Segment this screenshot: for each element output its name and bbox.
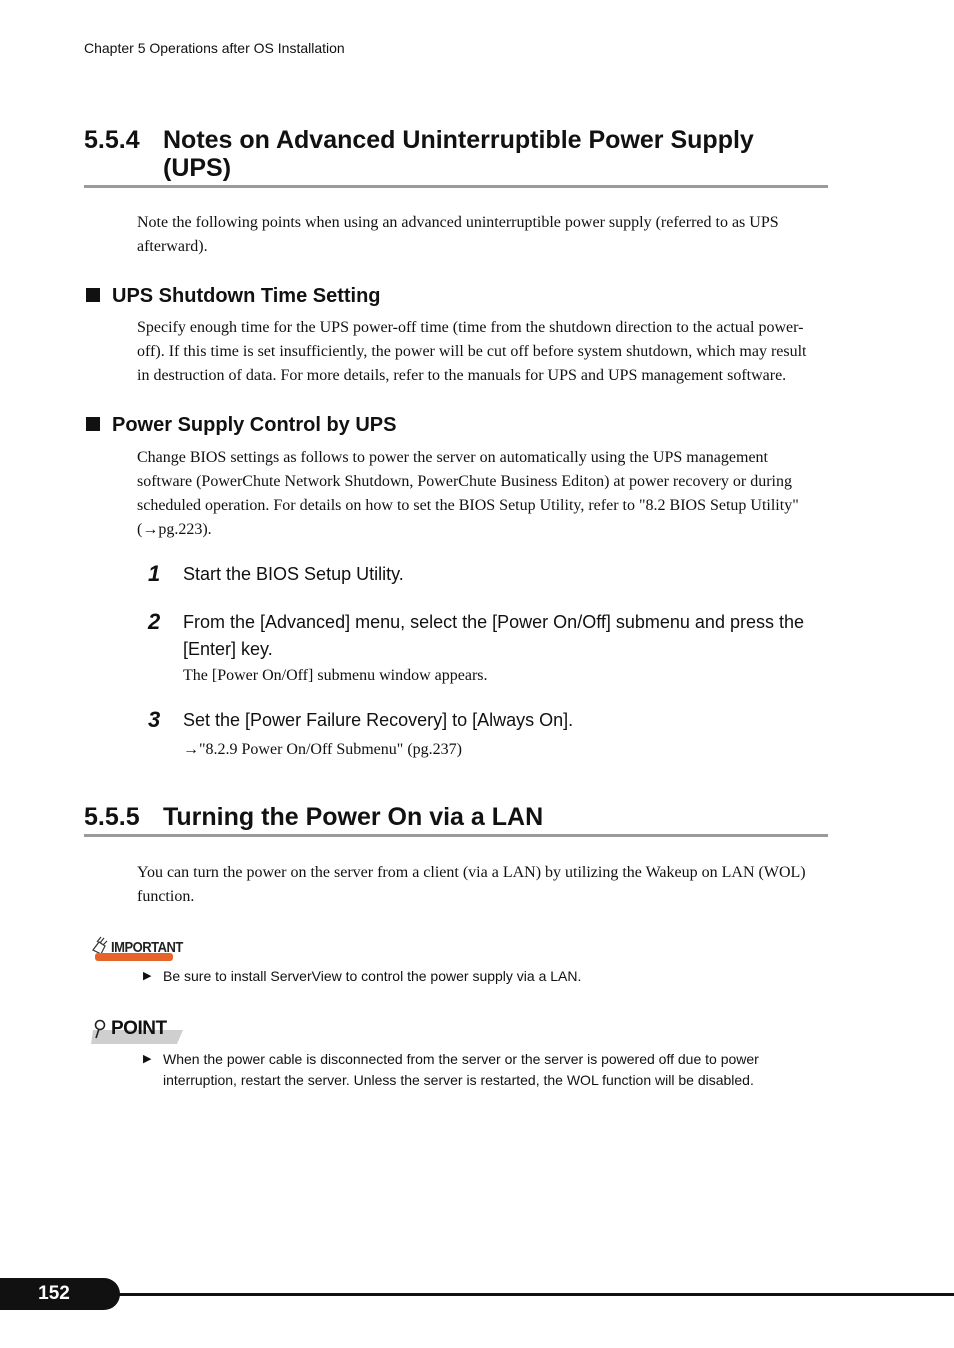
subsection-heading-ups-shutdown	[86, 284, 381, 308]
intro-line: afterward).	[137, 238, 208, 255]
section-rule	[84, 185, 828, 188]
subsection-heading-power-supply-control	[86, 413, 396, 437]
chapter-header: Chapter 5 Operations after OS Installation	[84, 40, 345, 56]
section-title-line1: Notes on Advanced Uninterruptible Power Supply	[163, 126, 754, 154]
section-rule	[84, 834, 828, 837]
step-text: Set the [Power Failure Recovery] to [Always On].	[183, 710, 574, 730]
section-intro	[137, 861, 829, 909]
footer-rule	[110, 1293, 954, 1296]
subsection-heading-text: UPS Shutdown Time Setting	[112, 285, 381, 307]
intro-line: Note the following points when using an advanced uninterruptible power supply (referred to as UPS	[137, 214, 779, 231]
body-line: Specify enough time for the UPS power-off time (time from the shutdown direction to the actual power-	[137, 319, 804, 336]
step-text-line: From the [Advanced] menu, select the [Power On/Off] submenu and press the	[183, 612, 804, 632]
point-badge	[91, 1018, 183, 1046]
important-badge-label: IMPORTANT	[111, 938, 183, 956]
intro-line: function.	[137, 888, 195, 905]
step-reference-link[interactable]: →"8.2.9 Power On/Off Submenu" (pg.237)	[183, 741, 462, 758]
section-title	[163, 126, 823, 182]
body-line: scheduled operation. For details on how to set the BIOS Setup Utility, refer to "8.2 BIOS Setup Utility"	[137, 497, 799, 514]
section-5-5-5-heading	[84, 803, 828, 831]
subsection-body-power-supply-control	[137, 446, 829, 542]
section-number: 5.5.4	[84, 126, 140, 154]
square-bullet-icon	[86, 288, 100, 302]
body-line: (→pg.223).	[137, 521, 212, 538]
section-intro	[137, 211, 829, 259]
square-bullet-icon	[86, 417, 100, 431]
subsection-body-ups-shutdown	[137, 316, 829, 388]
section-number: 5.5.5	[84, 803, 140, 831]
step-note: The [Power On/Off] submenu window appears.	[183, 667, 488, 684]
body-line: software (PowerChute Network Shutdown, PowerChute Business Editon) at power recovery or during	[137, 473, 792, 490]
arrow-bullet-icon: ▶	[143, 1053, 152, 1065]
section-title-line2: (UPS)	[163, 154, 232, 182]
important-badge	[91, 936, 183, 962]
section-title: Turning the Power On via a LAN	[163, 803, 544, 831]
body-line: in destruction of data. For more details, refer to the manuals for UPS and UPS management software.	[137, 367, 787, 384]
point-item-line: interruption, restart the server. Unless the server is restarted, the WOL function will be disabled.	[163, 1072, 754, 1088]
page-number: 152	[0, 1278, 120, 1310]
step-text-line: [Enter] key.	[183, 639, 273, 659]
important-item: Be sure to install ServerView to control the power supply via a LAN.	[163, 968, 582, 984]
step-text	[183, 609, 833, 663]
point-item	[163, 1049, 813, 1091]
subsection-heading-text: Power Supply Control by UPS	[112, 414, 397, 436]
arrow-bullet-icon: ▶	[143, 970, 152, 982]
point-badge-label: POINT	[111, 1018, 167, 1039]
section-5-5-4-heading	[84, 126, 828, 182]
intro-line: You can turn the power on the server from a client (via a LAN) by utilizing the Wakeup on LAN (WOL)	[137, 864, 806, 881]
body-line: off). If this time is set insufficiently, the power will be cut off before system shutdown, which may result	[137, 343, 807, 360]
step-number: 3	[148, 707, 161, 732]
body-line: Change BIOS settings as follows to power the server on automatically using the UPS management	[137, 449, 768, 466]
step-text: Start the BIOS Setup Utility.	[183, 564, 404, 584]
point-item-line: When the power cable is disconnected from the server or the server is powered off due to power	[163, 1051, 759, 1067]
step-number: 2	[148, 609, 161, 634]
step-number: 1	[148, 561, 161, 586]
